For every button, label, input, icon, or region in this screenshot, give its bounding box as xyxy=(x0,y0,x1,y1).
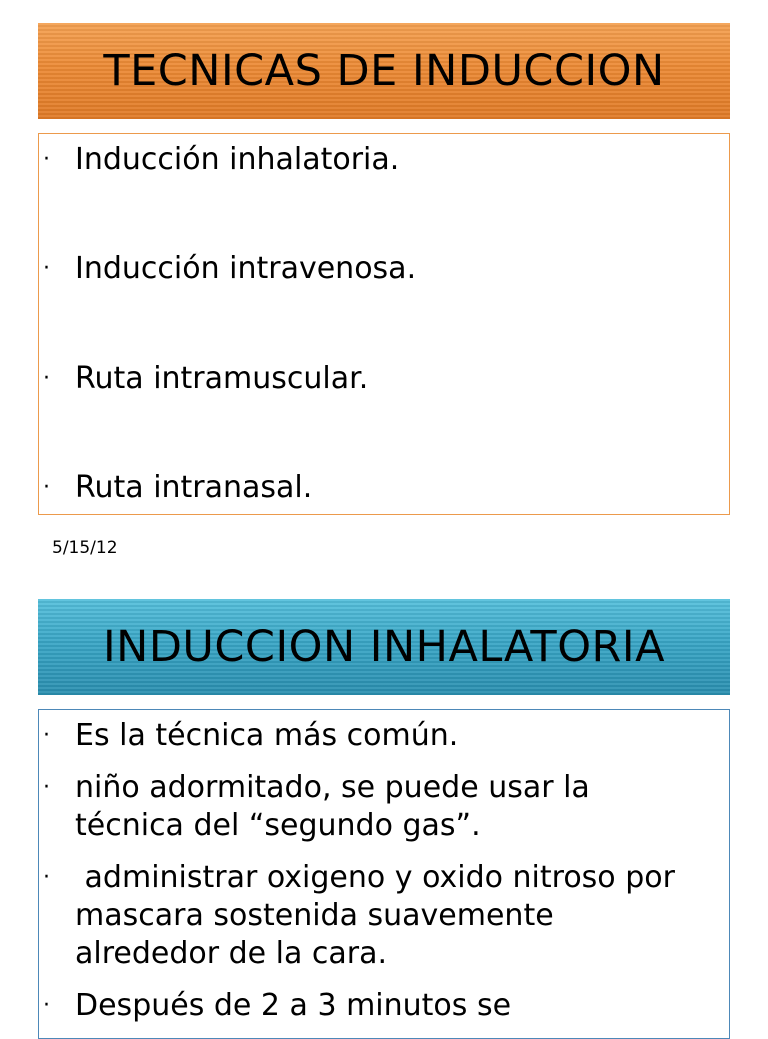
slide-1-bullet-item xyxy=(39,142,729,178)
bullet-icon: · xyxy=(43,256,50,281)
bullet-text: Ruta intramuscular. xyxy=(75,361,369,396)
bullet-text: Es la técnica más común. xyxy=(75,718,459,753)
bullet-icon: · xyxy=(43,723,50,748)
slide-1-title-bar xyxy=(38,23,730,119)
slide-2-title-bar xyxy=(38,599,730,695)
slide-2-content-box xyxy=(38,709,730,1039)
slide-2-bullet-item xyxy=(39,717,729,755)
slide-1-bullet-item xyxy=(39,361,729,397)
bullet-text: administrar oxigeno y oxido nitroso por mascara sostenida suavemente alrededor de la cara. xyxy=(75,860,685,971)
slide-1-date: 5/15/12 xyxy=(52,538,118,558)
bullet-text: Ruta intranasal. xyxy=(75,470,313,505)
slide-2-bullet-item xyxy=(39,859,729,973)
slide-1-bullet-item xyxy=(39,251,729,287)
bullet-icon: · xyxy=(43,366,50,391)
slide-2-bullet-item xyxy=(39,769,729,845)
slide-1-title: TECNICAS DE INDUCCION xyxy=(103,46,665,96)
slide-2-bullet-item xyxy=(39,987,729,1025)
bullet-text: niño adormitado, se puede usar la técnica del “segundo gas”. xyxy=(75,770,590,843)
bullet-icon: · xyxy=(43,147,50,172)
bullet-icon: · xyxy=(43,993,50,1018)
slide-1-bullet-item xyxy=(39,470,729,506)
bullet-icon: · xyxy=(43,475,50,500)
bullet-text: Inducción inhalatoria. xyxy=(75,142,400,177)
slide-2-bullet-list xyxy=(39,710,729,1025)
slide-2-title: INDUCCION INHALATORIA xyxy=(102,622,666,672)
bullet-icon: · xyxy=(43,775,50,800)
bullet-text: Inducción intravenosa. xyxy=(75,251,417,286)
bullet-icon: · xyxy=(43,865,50,890)
slide-1-content-box xyxy=(38,133,730,515)
bullet-text: Después de 2 a 3 minutos se xyxy=(75,988,512,1023)
